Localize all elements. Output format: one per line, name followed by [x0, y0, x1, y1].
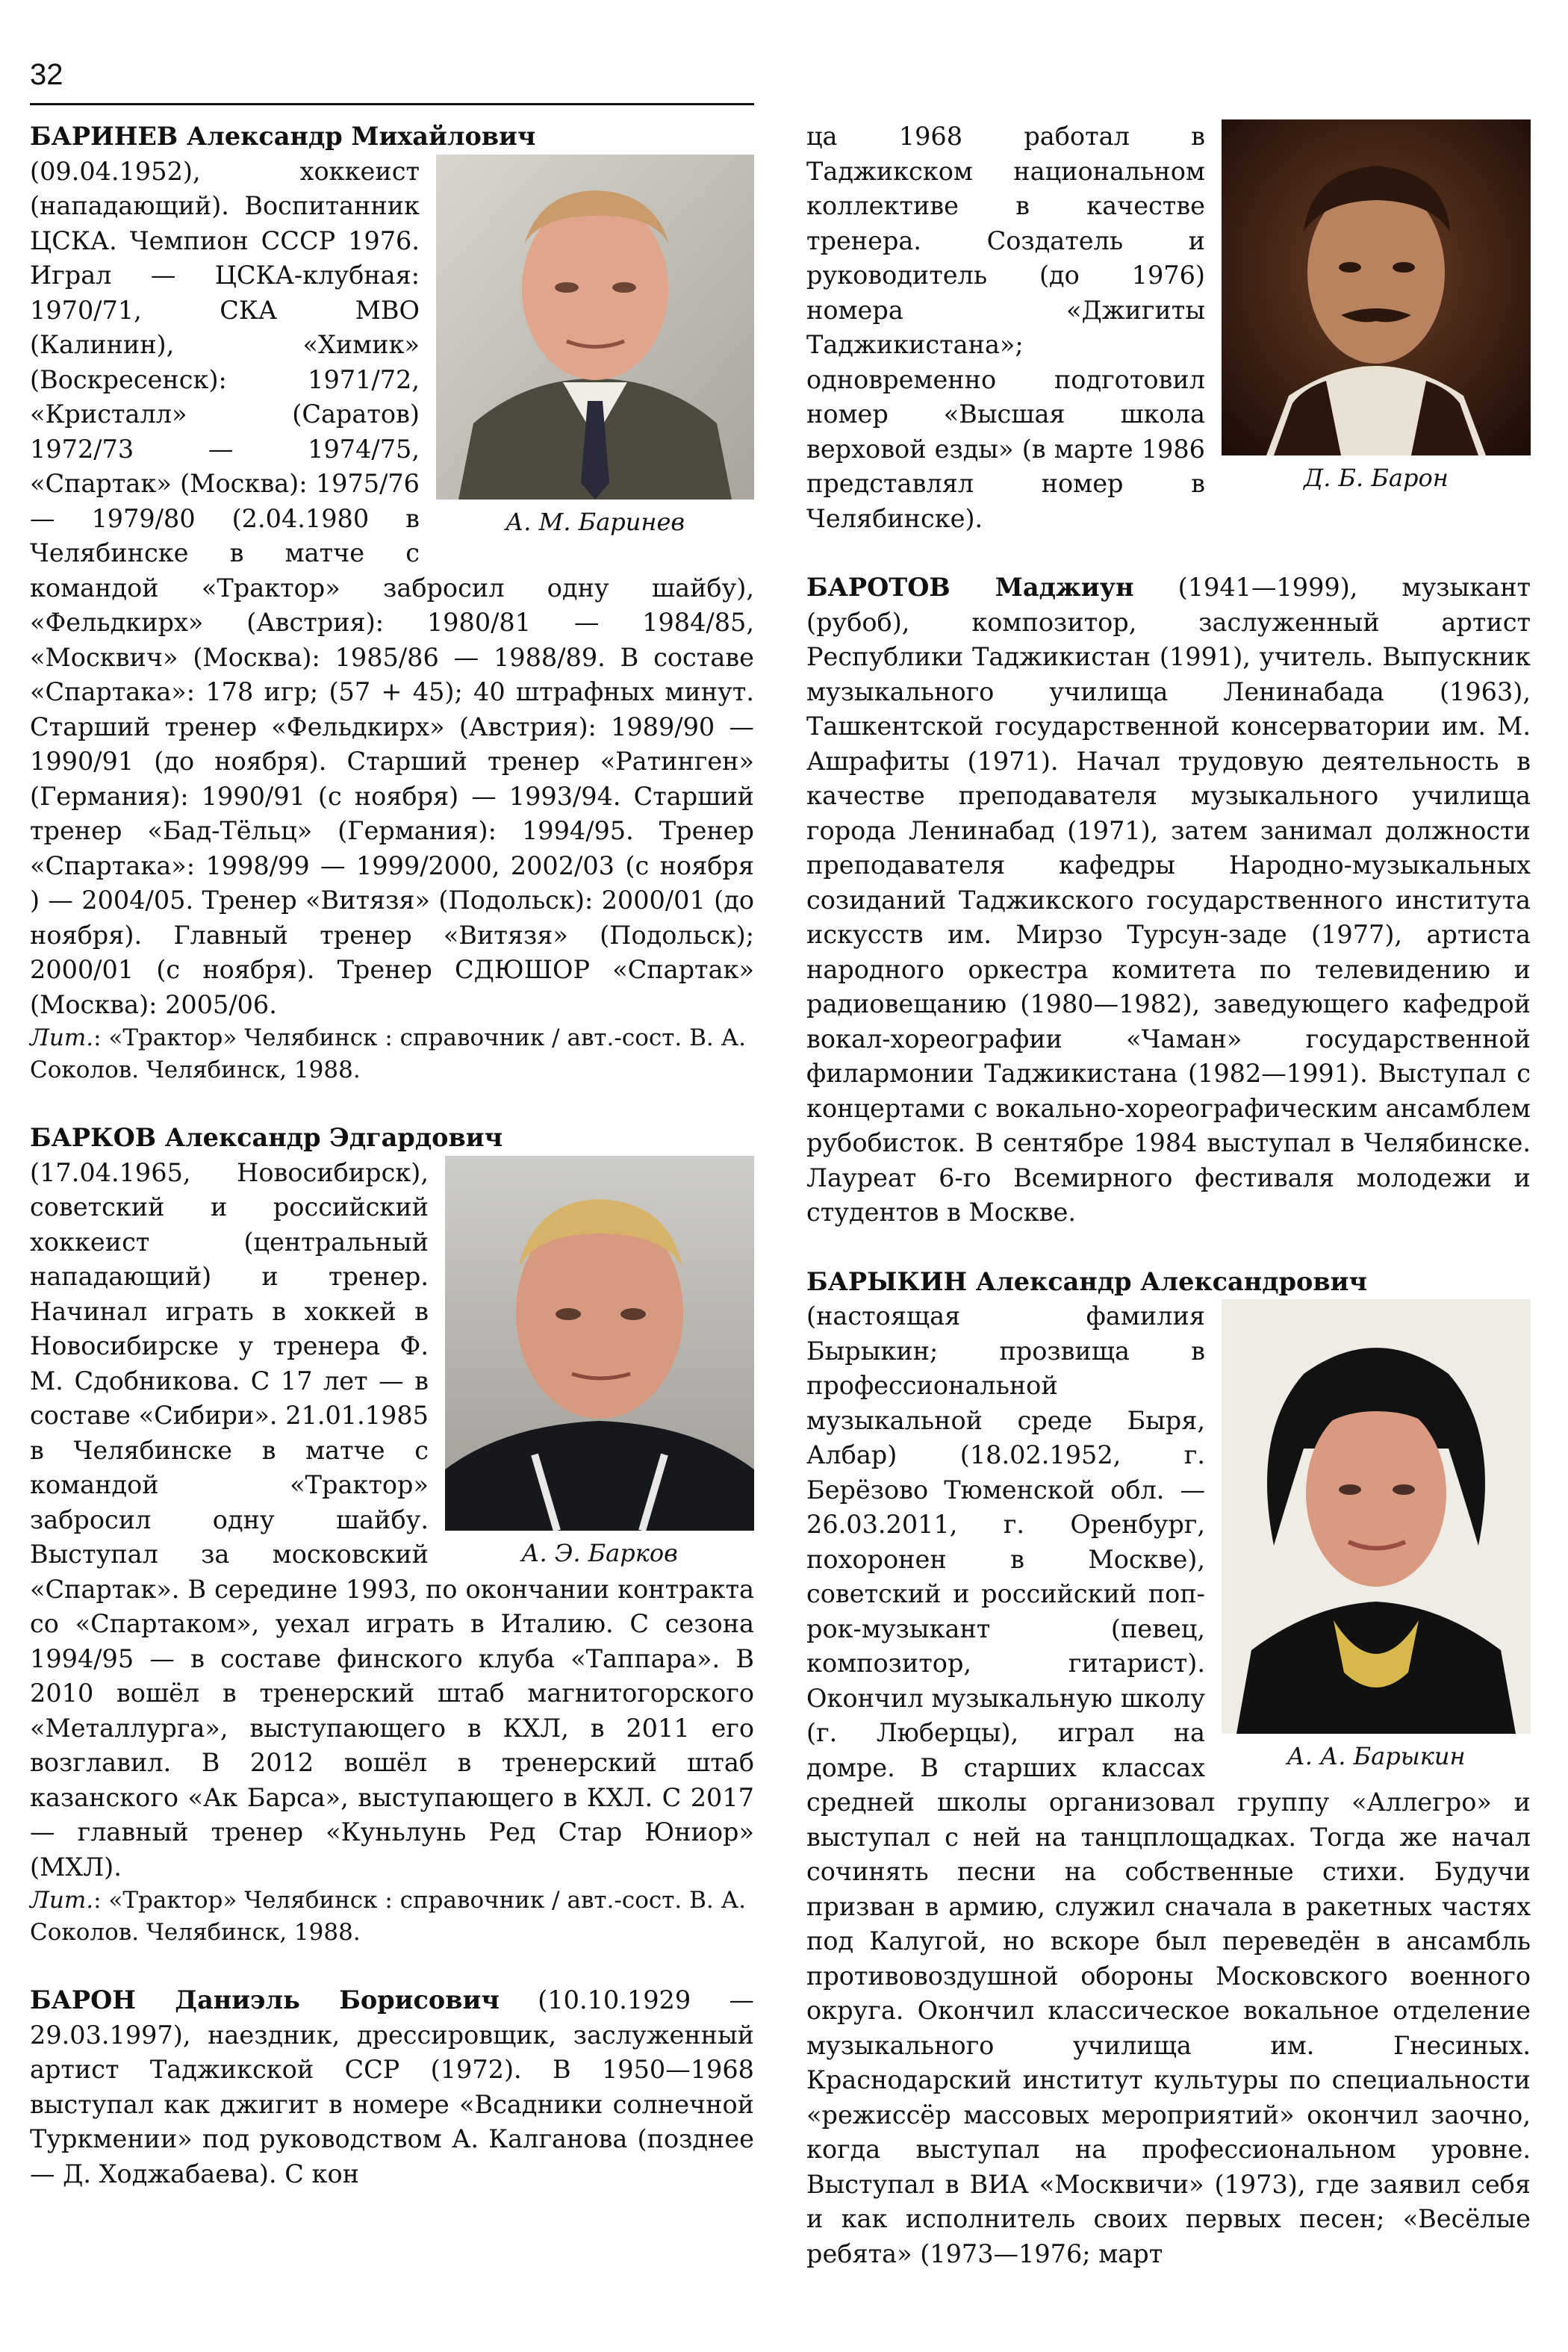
left-column: [30, 119, 754, 2226]
portrait-photo: [436, 155, 754, 500]
literature-ref: [30, 1885, 754, 1949]
entry-barotov: [806, 570, 1531, 1231]
entry-barinev: [30, 119, 754, 1086]
entry-body: (1941—1999), музыкант (рубоб), композитор, заслуженный артист Республики Таджикистан (1991), учитель. Выпускник музыкального училища Ленинабада (1963), Ташкентской государственной консерватории им. М. Ашрафиты (1971). Начал трудовую деятельность в качестве преподавателя музыкального училища города Ленинабад (1971), затем занимал должности преподавателя кафедры Народно-музыкальных созиданий Таджикского государственного института искусств им. Мирзо Турсун-заде (1977), артиста народного оркестра комитета по телевидению и радиовещанию (1980—1982), заведующего кафедрой вокал-хореографии «Чаман» государственной филармонии Таджикистана (1982—1991). Выступал с концертами с вокально-хореографическим ансамблем рубобисток. В сентябре 1984 выступал в Челябинске. Лауреат 6-го Всемирного фестиваля молодежи и студентов в Москве.: [806, 573, 1531, 1227]
entry-body: (10.10.1929 — 29.03.1997), наездник, дрессировщик, заслуженный артист Таджикской ССР (1972). В 1950—1968 выступал как джигит в номере «Всадники солнечной Туркмении» под руководством А. Калганова (позднее — Д. Ходжабаева). С кон: [30, 1985, 754, 2188]
entry-body: (настоящая фамилия Бырыкин; прозвища в профессиональной музыкальной среде Быря, Албар) (18.02.1952, г. Берёзово Тюменской обл. — 26.03.2011, г. Оренбург, похоронен в Москве), советский и российский поп-рок-музыкант (певец, композитор, гитарист). Окончил музыкальную школу (г. Люберцы), играл на домре. В старших классах средней школы организовал группу «Аллегро» и выступал с ней на танцплощадках. Тогда же начал сочинять песни на собственные стихи. Будучи призван в армию, служил сначала в ракетных частях под Калугой, но вскоре был переведён в ансамбль противовоздушной обороны Московского военного округа. Окончил классическое вокальное отделение музыкального училища им. Гнесиных. Краснодарский институт культуры по специальности «режиссёр массовых мероприятий» окончил заочно, когда выступал на профессиональном уровне. Выступал в ВИА «Москвичи» (1973), где заявил себя и как исполнитель своих первых песен; «Весёлые ребята» (1973—1976; март: [806, 1301, 1531, 2268]
entry-headword: БАРКОВ Александр Эдгардович: [30, 1123, 503, 1152]
entry-body: (17.04.1965, Новосибирск), советский и российский хоккеист (центральный нападающий) и тренер. Начинал играть в хоккей в Новосибирске у тренера Ф. М. Сдобникова. С 17 лет — в составе «Сибири». 21.01.1985 в Челябинске в матче с командой «Трактор» забросил одну шайбу. Выступал за московский «Спартак». В середине 1993, по окончании контракта со «Спартаком», уехал играть в Италию. С сезона 1994/95 — в составе финского клуба «Таппара». В 2010 вошёл в тренерский штаб магнитогорского «Металлурга», выступающего в КХЛ, в 2011 его возглавил. В 2012 вошёл в тренерский штаб казанского «Ак Барса», выступающего в КХЛ. С 2017 — главный тренер «Куньлунь Ред Стар Юниор» (МХЛ).: [30, 1157, 754, 1882]
entry-baron: [30, 1983, 754, 2191]
literature-ref: [30, 1022, 754, 1086]
photo-barkov: [445, 1156, 754, 1569]
photo-caption: А. А. Барыкин: [1287, 1742, 1466, 1770]
entry-headword: БАРЫКИН Александр Александрович: [806, 1266, 1368, 1296]
entry-body: (09.04.1952), хоккеист (нападающий). Воспитанник ЦСКА. Чемпион СССР 1976. Играл — ЦСКА-клубная: 1970/71, СКА МВО (Калинин), «Химик» (Воскресенск): 1971/72, «Кристалл» (Саратов) 1972/73 — 1974/75, «Спартак» (Москва): 1975/76 — 1979/80 (2.04.1980 в Челябинске в матче с командой «Трактор» забросил одну шайбу), «Фельдкирх» (Австрия): 1980/81 — 1984/85, «Москвич» (Москва): 1985/86 — 1988/89. В составе «Спартака»: 178 игр; (57 + 45); 40 штрафных минут. Старший тренер «Фельдкирх» (Австрия): 1989/90 — 1990/91 (до ноября). Старший тренер «Ратинген» (Германия): 1990/91 (с ноября) — 1993/94. Старший тренер «Бад-Тёльц» (Германия): 1994/95. Тренер «Спартака»: 1998/99 — 1999/2000, 2002/03 (с ноября ) — 2004/05. Тренер «Витязя» (Подольск): 2000/01 (до ноября). Главный тренер «Витязя» (Подольск); 2000/01 (с ноября). Тренер СДЮШОР «Спартак» (Москва): 2005/06.: [30, 156, 754, 1019]
literature-label: Лит.: [30, 1887, 94, 1914]
literature-text: : «Трактор» Челябинск : справочник / авт.-сост. В. А. Соколов. Челябинск, 1988.: [30, 1887, 746, 1946]
entry-baron-continued: [806, 119, 1531, 536]
entry-barkov: [30, 1121, 754, 1949]
entry-headword: БАРОТОВ Маджиун: [806, 573, 1134, 602]
photo-baron: [1222, 119, 1531, 494]
photo-barinev: [436, 155, 754, 538]
photo-caption: А. Э. Барков: [521, 1538, 678, 1567]
entry-headword: БАРИНЕВ Александр Михайлович: [30, 122, 536, 151]
header-rule: [30, 103, 754, 105]
entry-headword: БАРОН Даниэль Борисович: [30, 1985, 500, 2015]
photo-caption: Д. Б. Барон: [1304, 464, 1449, 492]
photo-caption: А. М. Баринев: [505, 507, 685, 536]
entry-barykin: [806, 1265, 1531, 2272]
portrait-photo: [445, 1156, 754, 1531]
literature-label: Лит.: [30, 1024, 94, 1051]
entry-body-continued: ца 1968 работал в Таджикском национальном коллективе в качестве тренера. Создатель и руководитель (до 1976) номера «Джигиты Таджикистана»; одновременно подготовил номер «Высшая школа верховой езды» (в марте 1986 представлял номер в Челябинске).: [806, 122, 1205, 533]
right-column: [806, 119, 1531, 2306]
literature-text: : «Трактор» Челябинск : справочник / авт.-сост. В. А. Соколов. Челябинск, 1988.: [30, 1024, 746, 1083]
portrait-photo: [1222, 1299, 1531, 1734]
photo-barykin: [1222, 1299, 1531, 1773]
page-number: 32: [30, 58, 63, 91]
portrait-photo: [1222, 119, 1531, 455]
